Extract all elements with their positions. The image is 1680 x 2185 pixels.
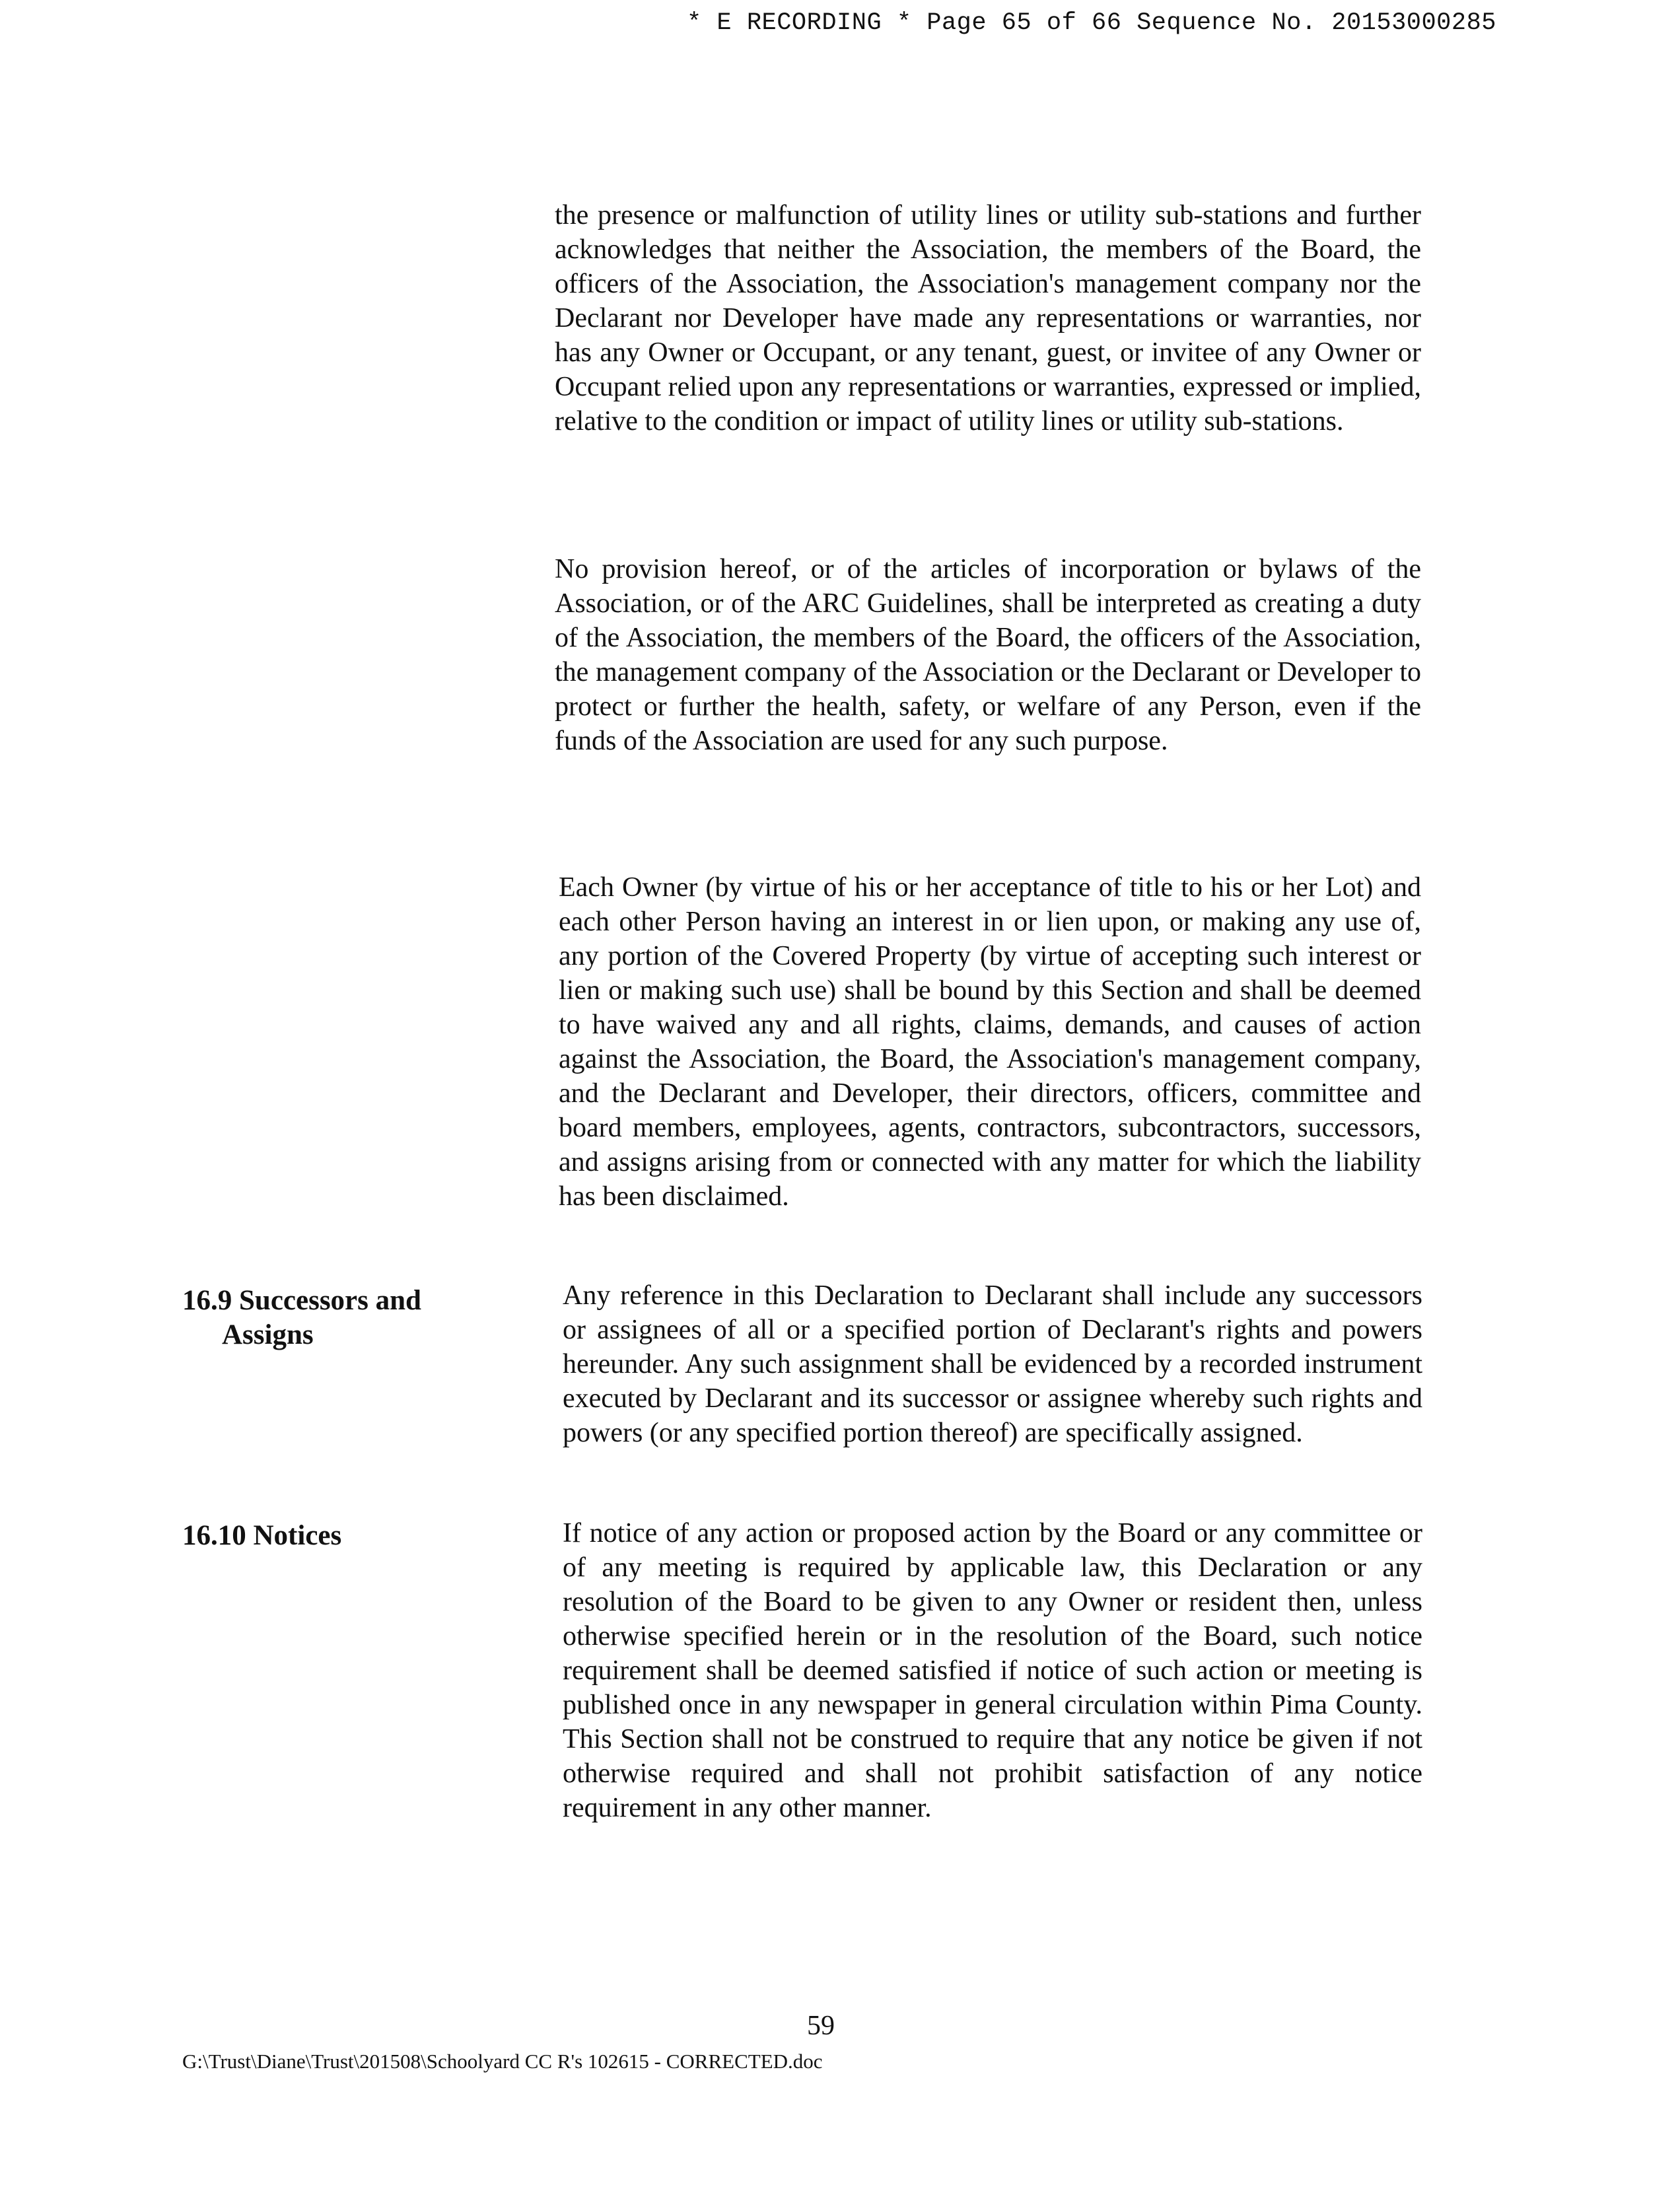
paragraph-waiver: Each Owner (by virtue of his or her acceptance of title to his or her Lot) and each other Person having an interest in or lien upon, or making any use of, any portion of the Covered Property (by virtue of accepting such interest or lien or making such use) shall be bound by this Section and shall be deemed to have waived any and all rights, claims, demands, and causes of action against the Association, the Board, the Association's management company, and the Declarant and Developer, their directors, officers, committee and board members, employees, agents, contractors, subcontractors, successors, and assigns arising from or connected with any matter for which the liability has been disclaimed. bbox=[559, 872, 1421, 1212]
section-heading-successors-assigns bbox=[182, 1284, 421, 1352]
section-text-successors-assigns: Any reference in this Declaration to Declarant shall include any successors or assignees of all or a specified portion of Declarant's rights and powers hereunder. Any such assignment shall be evidenced by a recorded instrument executed by Declarant and its successor or assignee whereby such rights and powers (or any specified portion thereof) are specifically assigned. bbox=[563, 1280, 1422, 1448]
recording-stamp: * E RECORDING * Page 65 of 66 Sequence No. 20153000285 bbox=[687, 9, 1496, 37]
section-text-notices: If notice of any action or proposed action by the Board or any committee or of any meeting is required by applicable law, this Declaration or any resolution of the Board to be given to any Owner or resident then, unless otherwise specified herein or in the resolution of the Board, such notice requirement shall be deemed satisfied if notice of such action or meeting is published once in any newspaper in general circulation within Pima County. This Section shall not be construed to require that any notice be given if not otherwise required and shall not prohibit satisfaction of any notice requirement in any other manner. bbox=[563, 1518, 1422, 1823]
page-number: 59 bbox=[807, 2011, 835, 2041]
section-heading-line: 16.9 Successors and bbox=[182, 1285, 421, 1316]
section-heading-line: Assigns bbox=[222, 1319, 314, 1350]
paragraph-utility-lines: the presence or malfunction of utility lines or utility sub-stations and further acknowledges that neither the Association, the members of the Board, the officers of the Association, the Association's management company nor the Declarant nor Developer have made any representations or warranties, nor has any Owner or Occupant, or any tenant, guest, or invitee of any Owner or Occupant relied upon any representations or warranties, expressed or implied, relative to the condition or impact of utility lines or utility sub-stations. bbox=[555, 200, 1421, 436]
section-heading-notices: 16.10 Notices bbox=[182, 1520, 342, 1551]
document-file-path: G:\Trust\Diane\Trust\201508\Schoolyard CC R's 102615 - CORRECTED.doc bbox=[182, 2050, 823, 2073]
paragraph-no-duty: No provision hereof, or of the articles of incorporation or bylaws of the Association, or of the ARC Guidelines, shall be interpreted as creating a duty of the Association, the members of the Board, the officers of the Association, the management company of the Association or the Declarant or Developer to protect or further the health, safety, or welfare of any Person, even if the funds of the Association are used for any such purpose. bbox=[555, 554, 1421, 756]
